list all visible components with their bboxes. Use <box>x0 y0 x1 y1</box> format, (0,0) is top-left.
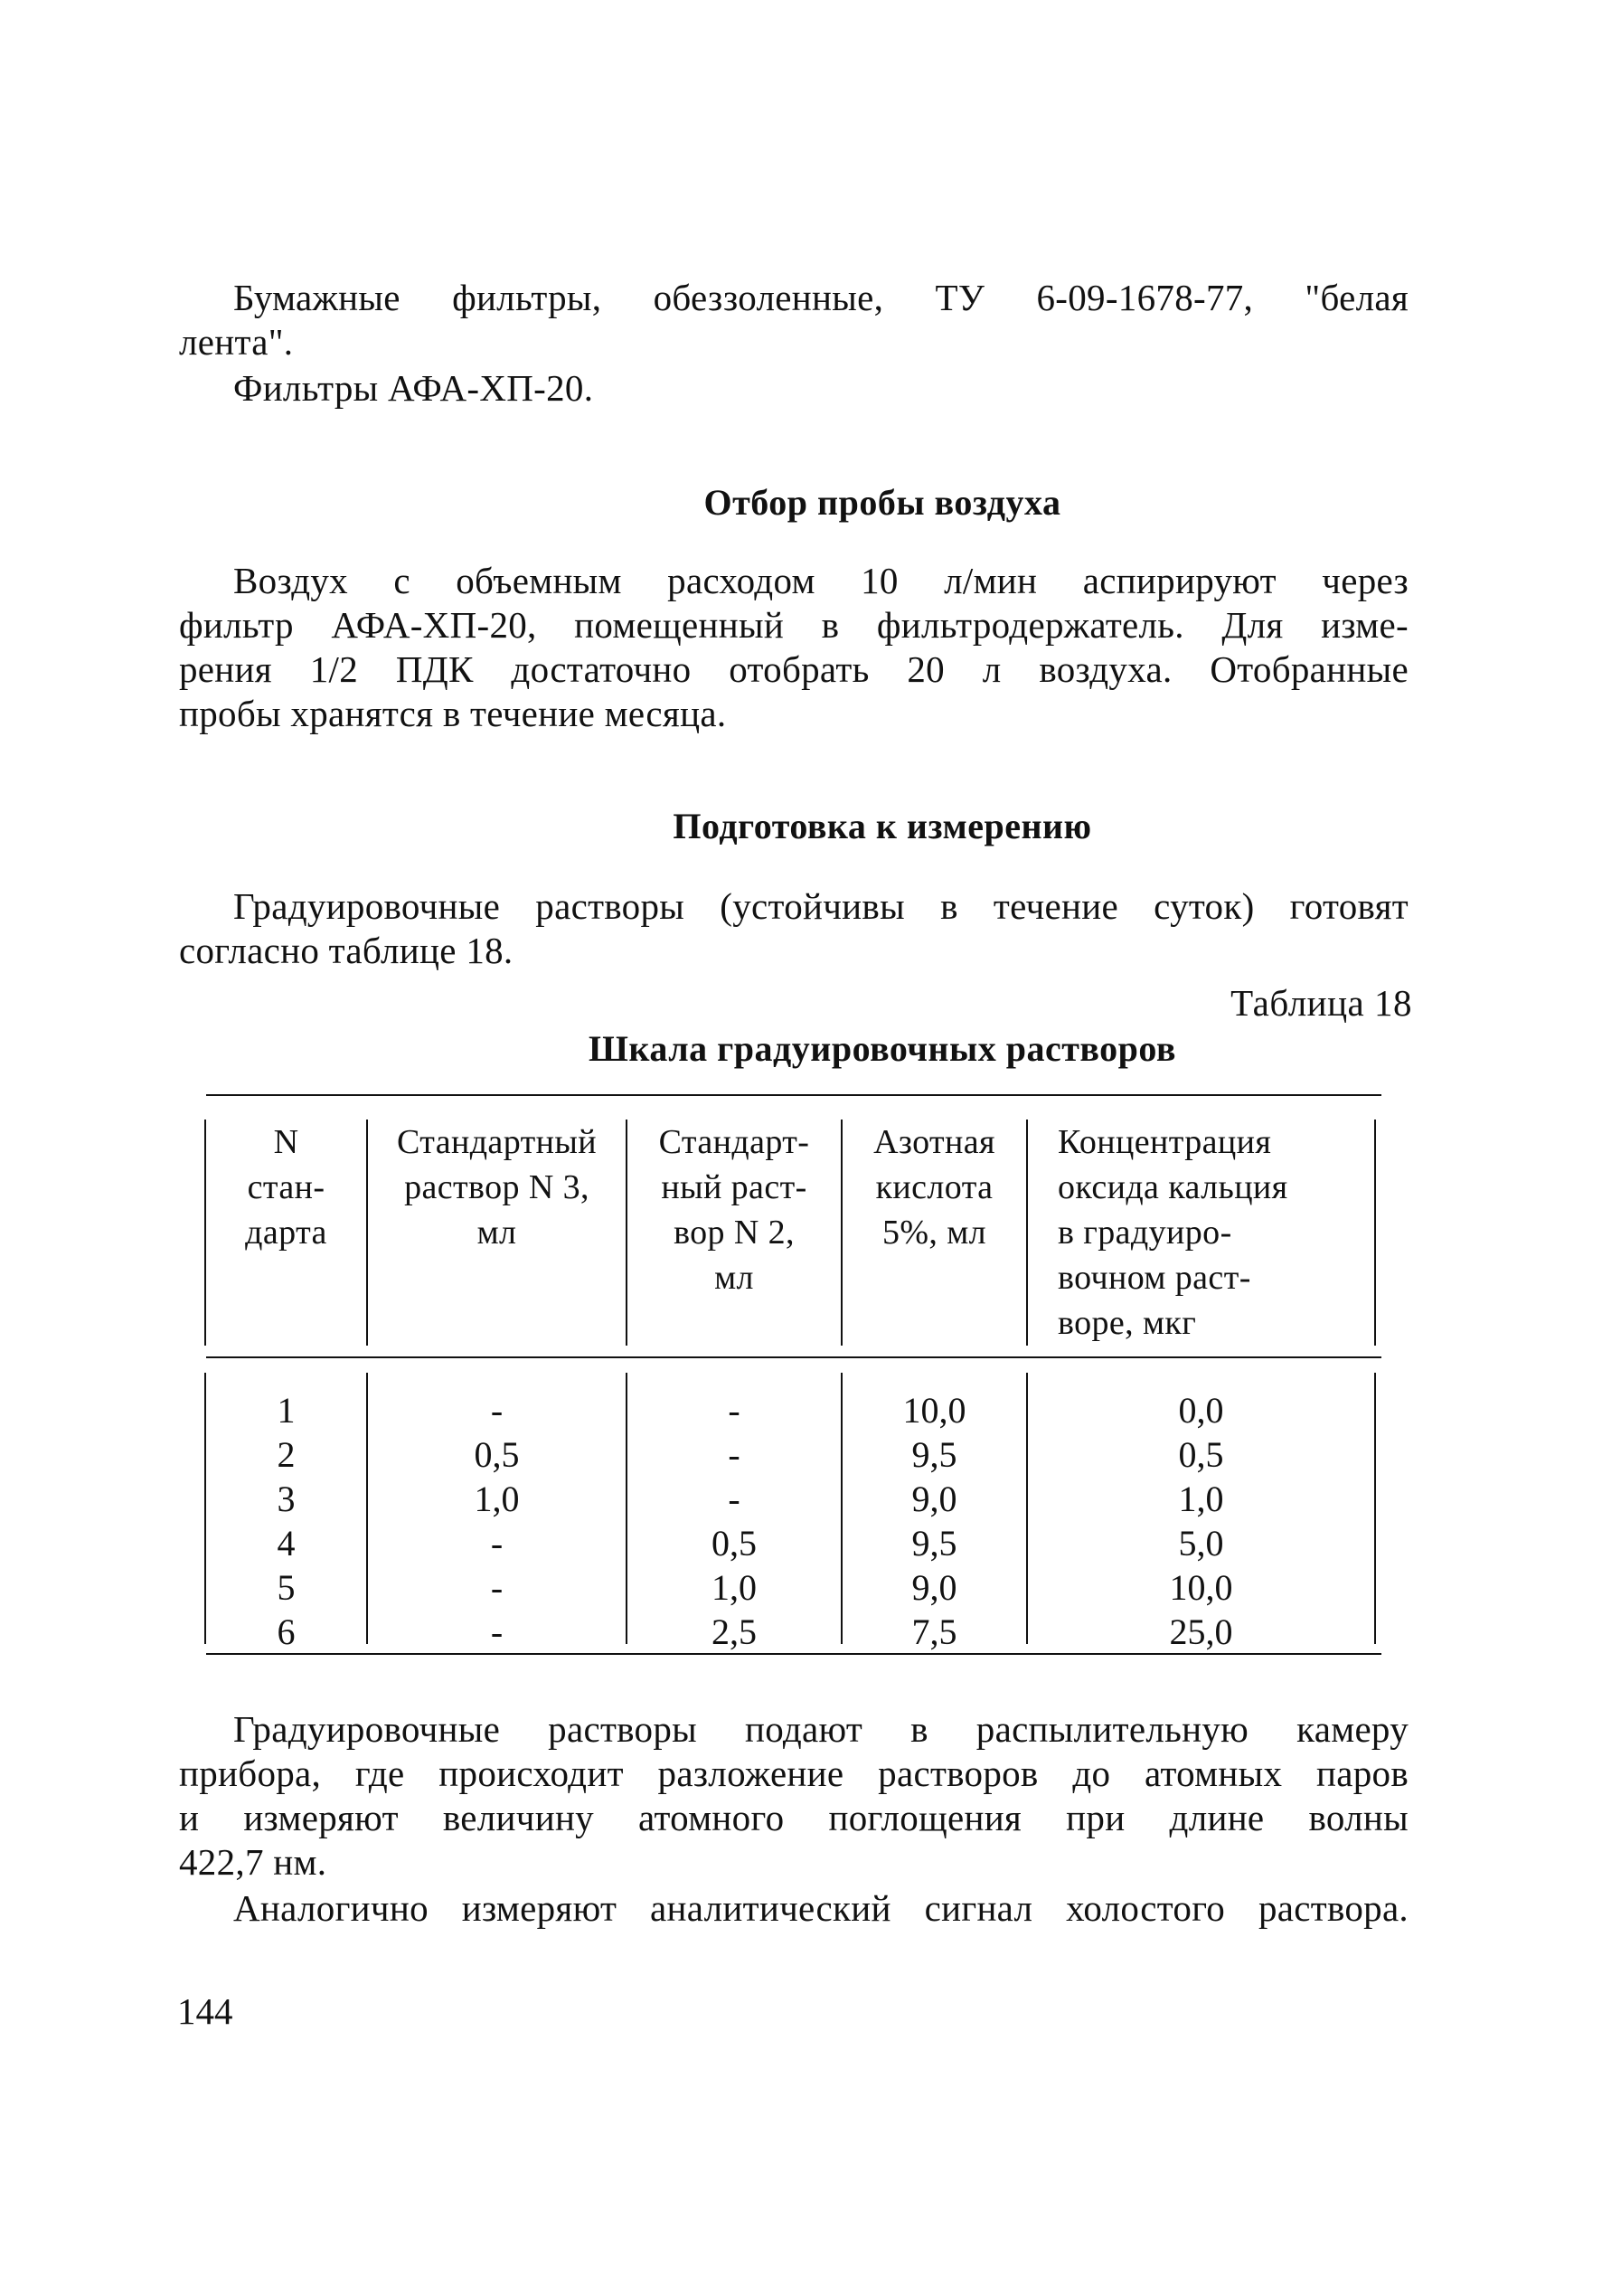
table-title: Шкала градуировочных растворов <box>588 1028 1177 1069</box>
table-cell: 7,5 <box>911 1611 957 1652</box>
table-cell: - <box>728 1390 740 1431</box>
table-cell: 2 <box>277 1434 296 1475</box>
table-cell: - <box>490 1390 504 1431</box>
table-cell: 0,5 <box>474 1434 520 1475</box>
table-column-standard-no <box>206 1388 366 1654</box>
table-cell: 9,0 <box>911 1567 957 1608</box>
paragraph-line: прибора, где происходит разложение растворов до атомных паров <box>179 1753 1409 1794</box>
table-header-std-solution-2: Стандарт- ный раст- вор N 2, мл <box>658 1123 810 1297</box>
paragraph-line: Бумажные фильтры, обеззоленные, ТУ 6-09-1678-77, "белая <box>233 277 1409 318</box>
paragraph-blank-signal <box>233 1886 1409 1931</box>
table-cell: 0,5 <box>711 1523 757 1564</box>
table-header-standard-no: N стан- дарта <box>245 1123 327 1252</box>
table-cell: - <box>728 1434 740 1475</box>
table-cell: - <box>490 1523 504 1564</box>
table-border-right <box>1374 1120 1376 1346</box>
table-col-divider <box>1026 1120 1028 1346</box>
table-header-cao-concentration: Концентрация оксида кальция в градуиро- вочном раст- воре, мкг <box>1058 1123 1288 1342</box>
paragraph-line: Градуировочные растворы (устойчивы в течение суток) готовят <box>233 885 1409 927</box>
paragraph-line: Градуировочные растворы подают в распылительную камеру <box>233 1708 1409 1750</box>
table-cell: - <box>490 1611 504 1652</box>
paragraph-measurement <box>179 1707 1409 1885</box>
paragraph-afa-filters <box>233 366 1409 411</box>
table-column-cao-concentration <box>1028 1388 1374 1654</box>
table-cell: 1,0 <box>711 1567 757 1608</box>
table-label: Таблица 18 <box>1230 982 1412 1024</box>
table-header-nitric-acid: Азотная кислота 5%, мл <box>873 1123 995 1252</box>
paragraph-air-sampling <box>179 559 1409 736</box>
paragraph-line: Аналогично измеряют аналитический сигнал холостого раствора. <box>233 1887 1409 1929</box>
table-cell: 1,0 <box>1178 1479 1224 1519</box>
table-column-nitric-acid <box>843 1388 1026 1654</box>
paragraph-calibration-intro <box>179 884 1409 973</box>
table-cell: 1,0 <box>474 1479 520 1519</box>
table-header-std-solution-3: Стандартный раствор N 3, мл <box>396 1123 598 1252</box>
table-cell: 2,5 <box>711 1611 757 1652</box>
section-heading-sampling: Отбор пробы воздуха <box>703 482 1061 523</box>
paragraph-line: фильтр АФА-ХП-20, помещенный в фильтродержатель. Для изме- <box>179 604 1409 646</box>
paragraph-line: и измеряют величину атомного поглощения при длине волны <box>179 1797 1409 1838</box>
table-column-std-solution-3 <box>368 1388 626 1654</box>
paragraph-line: пробы хранятся в течение месяца. <box>179 693 727 734</box>
table-cell: 10,0 <box>902 1390 966 1431</box>
paragraph-line: рения 1/2 ПДК достаточно отобрать 20 л воздуха. Отобранные <box>179 648 1409 690</box>
table-cell: 3 <box>277 1479 296 1519</box>
table-rule-header <box>206 1356 1381 1358</box>
table-cell: 25,0 <box>1169 1611 1233 1652</box>
paragraph-line: Воздух с объемным расходом 10 л/мин аспирируют через <box>233 560 1409 601</box>
table-cell: 0,5 <box>1178 1434 1224 1475</box>
paragraph-line: лента". <box>179 321 294 363</box>
table-cell: 4 <box>277 1523 296 1564</box>
table-cell: 6 <box>277 1611 296 1652</box>
paragraph-line: Фильтры АФА-ХП-20. <box>233 367 594 409</box>
table-cell: - <box>728 1479 740 1519</box>
table-cell: 10,0 <box>1169 1567 1233 1608</box>
table-cell: 9,5 <box>911 1434 957 1475</box>
table-column-std-solution-2 <box>627 1388 841 1654</box>
page-number: 144 <box>177 1990 233 2032</box>
paragraph-line: 422,7 нм. <box>179 1841 327 1883</box>
table-border-right <box>1374 1373 1376 1644</box>
table-rule-top <box>206 1094 1381 1096</box>
table-cell: 0,0 <box>1178 1390 1224 1431</box>
table-cell: 5 <box>277 1567 296 1608</box>
section-heading-preparation: Подготовка к измерению <box>673 806 1092 846</box>
paragraph-line: согласно таблице 18. <box>179 930 514 971</box>
table-cell: 9,5 <box>911 1523 957 1564</box>
table-cell: 1 <box>277 1390 296 1431</box>
table-cell: 9,0 <box>911 1479 957 1519</box>
table-cell: - <box>490 1567 504 1608</box>
table-cell: 5,0 <box>1178 1523 1224 1564</box>
paragraph-paper-filters <box>179 276 1409 364</box>
